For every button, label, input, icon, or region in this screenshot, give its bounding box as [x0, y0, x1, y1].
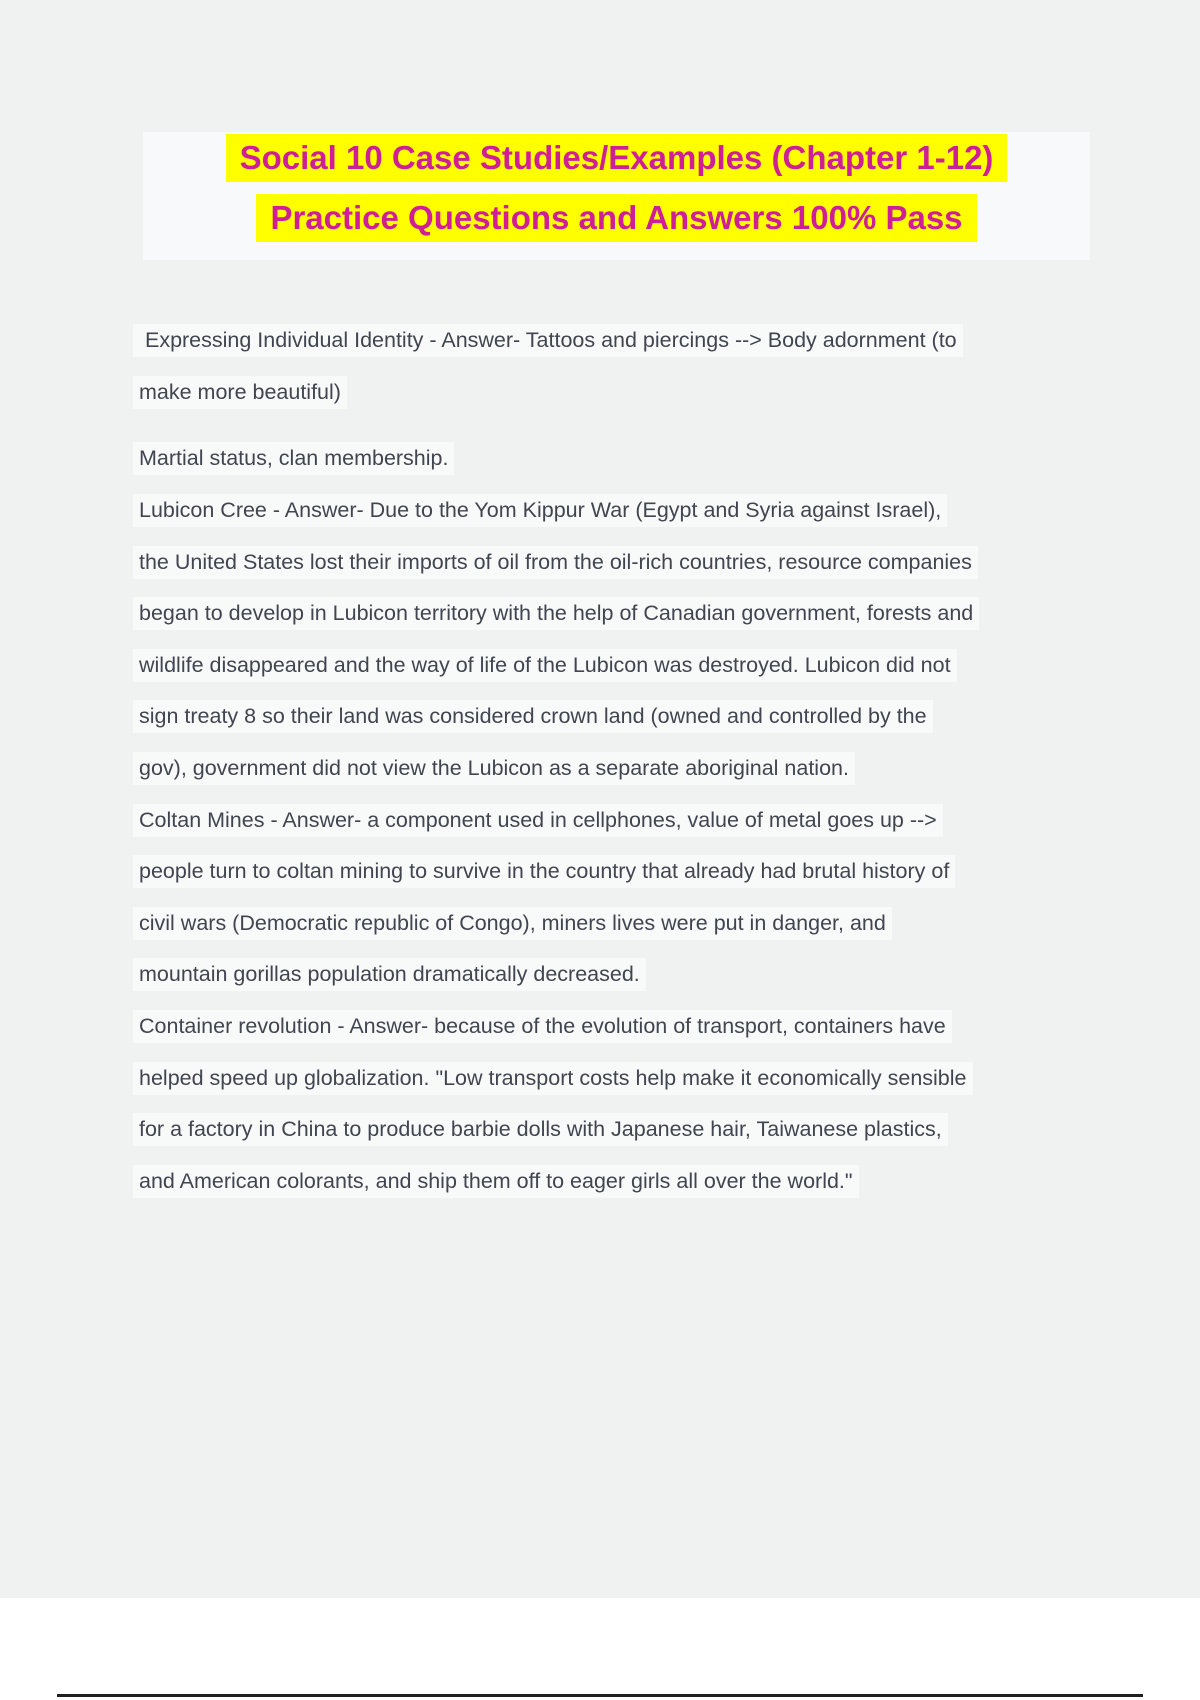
- text-line: [133, 640, 1073, 692]
- text-line: [133, 1001, 1073, 1053]
- text-line: [133, 794, 1073, 846]
- text-line-highlight: gov), government did not view the Lubicon as a separate aboriginal nation.: [133, 752, 855, 785]
- title-block: [143, 132, 1090, 260]
- text-line-highlight: people turn to coltan mining to survive in the country that already had brutal history of: [133, 855, 955, 888]
- text-line: [133, 536, 1073, 588]
- text-line-highlight: sign treaty 8 so their land was considered crown land (owned and controlled by the: [133, 700, 933, 733]
- text-line-highlight: began to develop in Lubicon territory with the help of Canadian government, forests and: [133, 597, 979, 630]
- document-body: [133, 315, 1073, 1207]
- paragraph: [133, 433, 1073, 1207]
- text-line-highlight: Martial status, clan membership.: [133, 442, 454, 475]
- text-line: [133, 846, 1073, 898]
- text-line: [133, 485, 1073, 537]
- text-line-highlight: make more beautiful): [133, 376, 347, 409]
- text-line-highlight: Container revolution - Answer- because of the evolution of transport, containers have: [133, 1010, 952, 1043]
- text-line-highlight: wildlife disappeared and the way of life of the Lubicon was destroyed. Lubicon did not: [133, 649, 957, 682]
- paragraph: [133, 315, 1073, 418]
- page-divider-line: [57, 1694, 1143, 1697]
- text-line: [133, 1104, 1073, 1156]
- text-line-highlight: and American colorants, and ship them off to eager girls all over the world.": [133, 1165, 859, 1198]
- text-line-highlight: mountain gorillas population dramatically decreased.: [133, 958, 646, 991]
- text-line: [133, 898, 1073, 950]
- text-line: [133, 1052, 1073, 1104]
- text-line-highlight: the United States lost their imports of oil from the oil-rich countries, resource companies: [133, 546, 978, 579]
- text-line: [133, 743, 1073, 795]
- text-line: [133, 588, 1073, 640]
- title-highlight: Practice Questions and Answers 100% Pass: [256, 194, 976, 242]
- page-bottom-margin: [0, 1598, 1200, 1700]
- title-line-2: [143, 194, 1090, 242]
- text-line: [133, 1156, 1073, 1208]
- text-line: [133, 433, 1073, 485]
- text-line: [133, 691, 1073, 743]
- text-line-highlight: Coltan Mines - Answer- a component used in cellphones, value of metal goes up -->: [133, 804, 943, 837]
- title-highlight: Social 10 Case Studies/Examples (Chapter 1-12): [226, 134, 1008, 182]
- text-line-highlight: helped speed up globalization. "Low transport costs help make it economically sensible: [133, 1062, 973, 1095]
- text-line: [133, 949, 1073, 1001]
- text-line-highlight: Expressing Individual Identity - Answer- Tattoos and piercings --> Body adornment (to: [133, 324, 963, 357]
- text-line: [133, 315, 1073, 367]
- title-line-1: [143, 134, 1090, 182]
- text-line-highlight: Lubicon Cree - Answer- Due to the Yom Kippur War (Egypt and Syria against Israel),: [133, 494, 947, 527]
- text-line-highlight: civil wars (Democratic republic of Congo), miners lives were put in danger, and: [133, 907, 892, 940]
- text-line-highlight: for a factory in China to produce barbie dolls with Japanese hair, Taiwanese plastics,: [133, 1113, 948, 1146]
- text-line: [133, 367, 1073, 419]
